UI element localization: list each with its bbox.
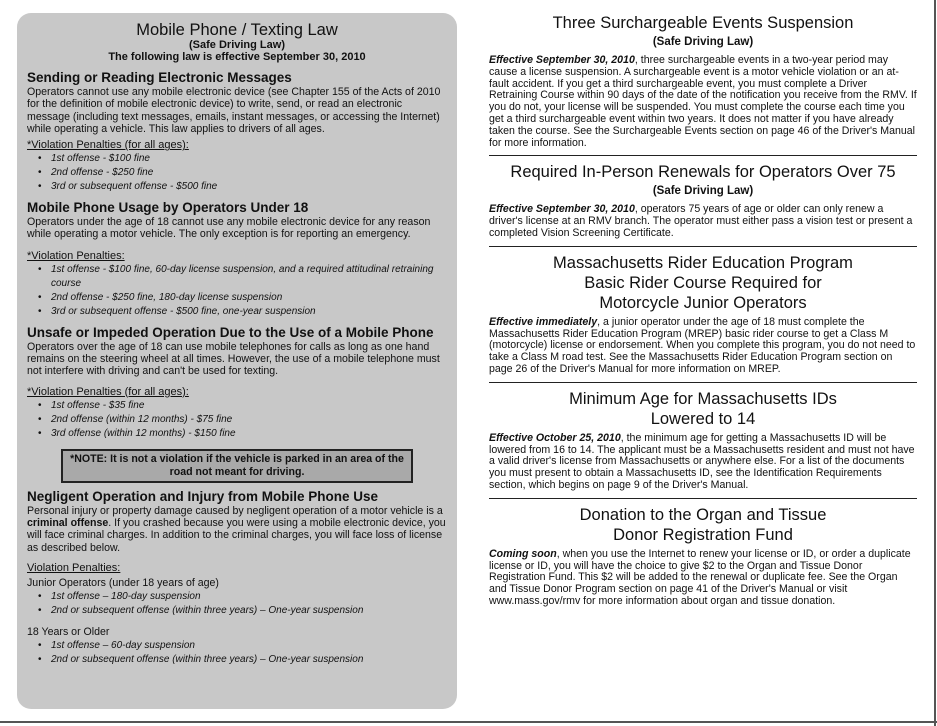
- section-text-rider-education: [489, 317, 917, 376]
- title-line: Lowered to 14: [650, 409, 756, 428]
- effective-lead: Effective October 25, 2010: [489, 431, 621, 444]
- divider: [489, 246, 917, 247]
- text-part: , the minimum age for getting a Massachusetts ID will be lowered from 16 to 14. The applicant must be a Massachusetts resident and must not have a valid driver's license from Massachusetts or anywhere else. For a list of the documents you must present to obtain a Massachusetts ID, see the Identification Requirements section, which begins on page 9 of the Driver's Manual.: [489, 431, 915, 491]
- penalty-item: • 1st offense - $35 fine: [51, 399, 447, 413]
- texting-law-panel: [17, 13, 457, 709]
- section-heading-negligent-operation: Negligent Operation and Injury from Mobile Phone Use: [27, 488, 379, 504]
- title-line: Donation to the Organ and Tissue: [579, 505, 827, 524]
- violation-penalties-label: *Violation Penalties (for all ages):: [27, 139, 189, 152]
- penalty-item: • 2nd or subsequent offense (within three years) – One-year suspension: [51, 604, 447, 618]
- section-text-electronic-messages: Operators cannot use any mobile electronic device (see Chapter 155 of the Acts of 2010 for the definition of mobile electronic device) to write, send, or read an electronic message (including text messages, emails, instant messages, or accessing the Internet) while operating a vehicle. This law applies to drivers of all ages.: [27, 86, 441, 135]
- text-part: . If you crashed because you were using a mobile electronic device, you will face criminal charges. In addition to the criminal charges, you will face loss of license as described below.: [27, 516, 446, 554]
- penalty-item: • 2nd or subsequent offense (within three years) – One-year suspension: [51, 653, 447, 667]
- text-part: , when you use the Internet to renew your license or ID, or order a duplicate license or ID, you will have the choice to give $2 to the Organ and Tissue Donor Registration Fund. This $2 will be added to the renewal or duplicate fee. See the Organ and Tissue Donor Program section on page 41 of the Driver's Manual or visit www.mass.gov/rmv for more information about organ and tissue donation.: [489, 547, 911, 607]
- section-subtitle: (Safe Driving Law): [652, 185, 754, 198]
- violation-penalties-label: *Violation Penalties:: [27, 249, 125, 262]
- penalty-item: • 2nd offense - $250 fine, 180-day license suspension: [51, 291, 447, 305]
- junior-operators-label: Junior Operators (under 18 years of age): [27, 576, 219, 589]
- section-text-surchargeable-events: [489, 55, 917, 149]
- title-line: Minimum Age for Massachusetts IDs: [569, 389, 837, 408]
- panel-subtitle: (Safe Driving Law): [189, 39, 285, 51]
- violation-penalties-label: *Violation Penalties (for all ages):: [27, 385, 189, 398]
- right-column: [489, 13, 917, 608]
- title-line: Basic Rider Course Required for: [584, 273, 822, 292]
- divider: [489, 498, 917, 499]
- section-text-minimum-age-ids: [489, 433, 917, 492]
- penalty-list: [27, 590, 447, 618]
- section-subtitle: (Safe Driving Law): [652, 36, 754, 48]
- section-title-surchargeable-events: Three Surchargeable Events Suspension: [552, 14, 854, 32]
- effective-lead: Coming soon: [489, 547, 557, 560]
- section-heading-electronic-messages: Sending or Reading Electronic Messages: [27, 70, 292, 85]
- effective-lead: Effective September 30, 2010: [489, 203, 635, 216]
- section-text-organ-donation: [489, 549, 917, 608]
- penalty-item: • 1st offense - $100 fine: [51, 152, 447, 166]
- penalty-list: [27, 152, 447, 194]
- section-heading-unsafe-operation: Unsafe or Impeded Operation Due to the Use of a Mobile Phone: [27, 324, 434, 340]
- criminal-offense-emphasis: criminal offense: [27, 516, 109, 529]
- panel-title: Mobile Phone / Texting Law: [136, 21, 338, 39]
- violation-penalties-label: Violation Penalties:: [27, 561, 121, 574]
- page-border-right: [934, 0, 936, 726]
- penalty-list: [27, 263, 447, 319]
- section-text-in-person-renewals: [489, 204, 917, 239]
- penalty-item: • 1st offense – 180-day suspension: [51, 590, 447, 604]
- section-text-negligent-operation: [27, 505, 447, 554]
- adult-operators-label: 18 Years or Older: [27, 625, 110, 638]
- section-title-organ-donation: [489, 505, 917, 545]
- text-part: , three surchargeable events in a two-year period may cause a license suspension. A surchargeable event is a motor vehicle violation or an at-fault accident. If you get a third surchargeable event, you must complete a Driver Retraining Course within 90 days of the date of the notification you receive from the RMV. If you do not, your license will be suspended. You must complete the course each time you get a third surchargeable event within two years. It does not matter if you have already taken the course. See the Surchargeable Events section on page 46 of the Driver's Manual for more information.: [489, 54, 917, 149]
- divider: [489, 382, 917, 383]
- effective-lead: Effective immediately: [489, 315, 598, 328]
- section-title-rider-education: [489, 253, 917, 313]
- section-title-minimum-age-ids: [489, 389, 917, 429]
- penalty-item: • 3rd or subsequent offense - $500 fine: [51, 180, 447, 194]
- page-border-bottom: [0, 721, 937, 723]
- parked-vehicle-note: *NOTE: It is not a violation if the vehicle is parked in an area of the road not meant for driving.: [61, 449, 413, 483]
- penalty-list: [27, 399, 447, 441]
- text-part: , operators 75 years of age or older can only renew a driver's license at an RMV branch. The operator must either pass a vision test or present a completed Vision Screening Certificate.: [489, 203, 913, 239]
- penalty-item: • 2nd offense (within 12 months) - $75 fine: [51, 413, 447, 427]
- title-line: Massachusetts Rider Education Program: [553, 253, 853, 272]
- text-part: Personal injury or property damage caused by negligent operation of a motor vehicle is a: [27, 504, 443, 517]
- section-title-in-person-renewals: Required In-Person Renewals for Operators Over 75: [510, 163, 896, 182]
- title-line: Motorcycle Junior Operators: [599, 293, 807, 312]
- penalty-item: • 1st offense – 60-day suspension: [51, 639, 447, 653]
- penalty-item: • 3rd or subsequent offense - $500 fine, one-year suspension: [51, 305, 447, 319]
- section-text-under-18: Operators under the age of 18 cannot use any mobile electronic device for any reason while operating a motor vehicle. The only exception is for reporting an emergency.: [27, 216, 431, 241]
- penalty-item: • 2nd offense - $250 fine: [51, 166, 447, 180]
- section-heading-under-18: Mobile Phone Usage by Operators Under 18: [27, 200, 309, 216]
- title-line: Donor Registration Fund: [613, 525, 793, 544]
- effective-lead: Effective September 30, 2010: [489, 54, 635, 66]
- penalty-item: • 1st offense - $100 fine, 60-day license suspension, and a required attitudinal retraining course: [51, 263, 447, 291]
- panel-effective-date: The following law is effective September 30, 2010: [108, 51, 366, 63]
- penalty-list: [27, 639, 447, 667]
- penalty-item: • 3rd offense (within 12 months) - $150 fine: [51, 427, 447, 441]
- text-part: , a junior operator under the age of 18 must complete the Massachusetts Rider Education Program (MREP) basic rider course to get a Class M (motorcycle) license or endorsement. When you complete this program, you do not need to take a Class M road test. See the Massachusetts Rider Education Program section on page 26 of the Driver's Manual for more information on MREP.: [489, 315, 916, 375]
- section-text-unsafe-operation: Operators over the age of 18 can use mobile telephones for calls as long as one hand remains on the steering wheel at all times. However, the use of a mobile telephone must not interfere with driving and can't be used for texting.: [27, 340, 440, 378]
- divider: [489, 155, 917, 156]
